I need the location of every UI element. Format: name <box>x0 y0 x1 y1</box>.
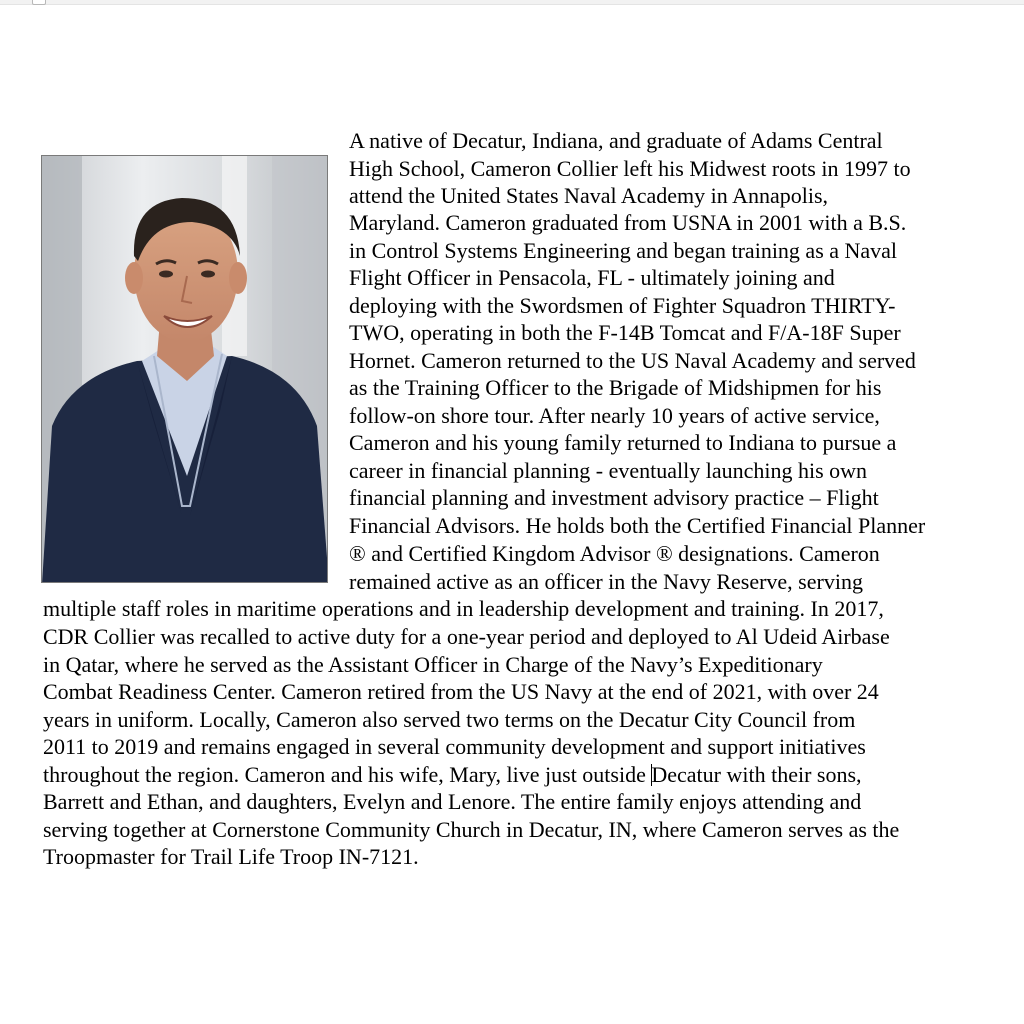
bio-line: Cameron and his young family returned to Indiana to pursue a <box>349 430 897 455</box>
bio-line: attend the United States Naval Academy in Annapolis, <box>349 183 829 208</box>
bio-line-text: Decatur with their sons, <box>651 762 862 787</box>
portrait-illustration <box>42 156 328 583</box>
bio-line-with-caret[interactable] <box>43 761 862 788</box>
bio-line: serving together at Cornerstone Community Church in Decatur, IN, where Cameron serves as the <box>43 817 900 842</box>
bio-line: in Control Systems Engineering and began training as a Naval <box>349 238 898 263</box>
bio-line: Maryland. Cameron graduated from USNA in 2001 with a B.S. <box>349 210 907 235</box>
bio-line: A native of Decatur, Indiana, and graduate of Adams Central <box>349 128 883 153</box>
bio-line: Hornet. Cameron returned to the US Naval Academy and served <box>349 348 916 373</box>
bio-line: deploying with the Swordsmen of Fighter Squadron THIRTY- <box>349 293 896 318</box>
bio-line-text: throughout the region. Cameron and his wife, Mary, live just outside <box>43 762 652 787</box>
bio-line: career in financial planning - eventually launching his own <box>349 458 868 483</box>
bio-line: Barrett and Ethan, and daughters, Evelyn and Lenore. The entire family enjoys attending and <box>43 789 862 814</box>
bio-line: 2011 to 2019 and remains engaged in several community development and support initiatives <box>43 734 866 759</box>
bio-line: as the Training Officer to the Brigade of Midshipmen for his <box>349 375 882 400</box>
bio-line: ® and Certified Kingdom Advisor ® designations. Cameron <box>349 541 880 566</box>
bio-line: in Qatar, where he served as the Assistant Officer in Charge of the Navy’s Expeditionary <box>43 652 823 677</box>
bio-line: years in uniform. Locally, Cameron also served two terms on the Decatur City Council from <box>43 707 856 732</box>
bio-line: TWO, operating in both the F-14B Tomcat and F/A-18F Super <box>349 320 901 345</box>
bio-line: High School, Cameron Collier left his Midwest roots in 1997 to <box>349 156 911 181</box>
bio-line: follow-on shore tour. After nearly 10 years of active service, <box>349 403 880 428</box>
bio-line: Troopmaster for Trail Life Troop IN-7121. <box>43 844 419 869</box>
portrait-photo <box>41 155 328 583</box>
bio-line: financial planning and investment advisory practice – Flight <box>349 485 879 510</box>
bio-line: multiple staff roles in maritime operations and in leadership development and training. In 2017, <box>43 596 884 621</box>
top-toolbar-strip <box>0 0 1024 5</box>
bio-line: CDR Collier was recalled to active duty for a one-year period and deployed to Al Udeid Airbase <box>43 624 890 649</box>
bio-line: Financial Advisors. He holds both the Certified Financial Planner <box>349 513 926 538</box>
bio-line: remained active as an officer in the Navy Reserve, serving <box>349 569 863 594</box>
corner-checkbox[interactable] <box>32 0 46 5</box>
bio-line: Flight Officer in Pensacola, FL - ultimately joining and <box>349 265 835 290</box>
bio-line: Combat Readiness Center. Cameron retired from the US Navy at the end of 2021, with over 24 <box>43 679 879 704</box>
